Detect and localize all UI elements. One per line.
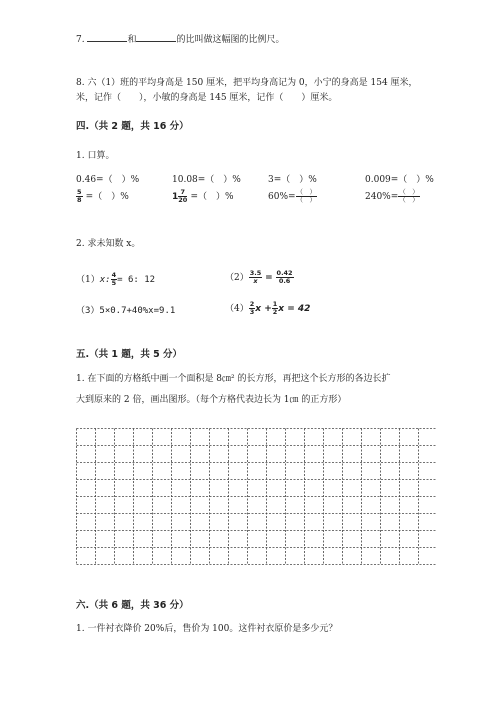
q4-1-title: 1. 口算。 (76, 151, 115, 161)
calc-item: 3=（ ）% (268, 175, 317, 185)
equation-1: （1）x: $\frac{4}{5}$ = 6: 12 (76, 271, 156, 287)
q7-connector: 和 (127, 35, 137, 45)
equation-3: （3）5×0.7+40%x=9.1 (76, 306, 176, 316)
q7-number: 7. (76, 35, 85, 45)
q5-line2: 大到原来的 2 倍，画出图形。（每个方格代表边长为 1㎝ 的正方形） (76, 395, 347, 405)
equation-2: （2） $\frac{3.5}{x}$ = $\frac{0.42}{0.6}$ (225, 269, 293, 285)
q4-2-title: 2. 求未知数 x。 (76, 239, 141, 249)
calc-item: $\frac{5}{8}$ =（ ）% (77, 188, 129, 204)
section-4-title: 四.（共 2 题，共 16 分） (76, 121, 189, 132)
calc-item: 0.009=（ ）% (365, 175, 434, 185)
calc-item: 60%= $\frac{( )}{( )}$ (268, 188, 317, 204)
section-6-title: 六.（共 6 题，共 36 分） (76, 600, 189, 611)
section-5-title: 五.（共 1 题，共 5 分） (76, 349, 183, 360)
question-8-line2: 米，记作（ ），小敏的身高是 145 厘米，记作（ ）厘米。 (76, 93, 338, 103)
equation-4: （4） $\frac{2}{3}$ x + $\frac{1}{2}$ x = 42 (225, 300, 311, 316)
calc-item: 0.46=（ ）% (76, 175, 140, 185)
square-grid[interactable] (76, 428, 437, 565)
calc-item: 240%= $\frac{( )}{( )}$ (365, 188, 419, 204)
calc-item: 1 $\frac{7}{20}$ =（ ）% (172, 188, 234, 204)
answer-blank[interactable] (136, 32, 176, 42)
question-8-line1: 8. 六（1）班的平均身高是 150 厘米，把平均身高记为 0，小宁的身高是 154 厘米， (76, 78, 418, 88)
q6-1-text: 1. 一件衬衣降价 20%后，售价为 100。这件衬衣原价是多少元？ (76, 624, 338, 634)
q7-text: 的比叫做这幅图的比例尺。 (176, 35, 285, 45)
question-7 (76, 32, 285, 45)
calc-item: 10.08=（ ）% (172, 175, 241, 185)
q5-line1: 1. 在下面的方格纸中画一个面积是 8㎝² 的长方形，再把这个长方形的各边长扩 (76, 374, 391, 384)
answer-blank[interactable] (87, 32, 127, 42)
